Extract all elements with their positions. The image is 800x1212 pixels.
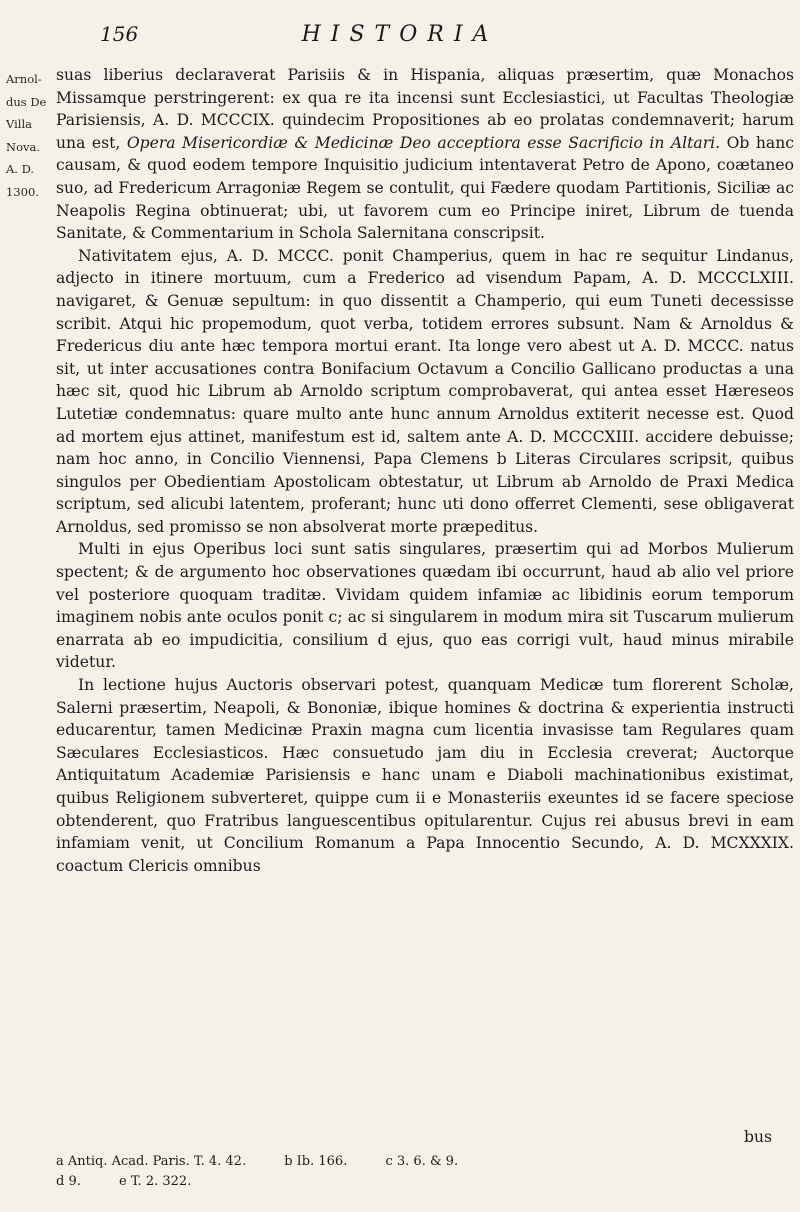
margin-note <box>6 68 52 203</box>
margin-line: Villa <box>6 117 32 131</box>
footnote: c 3. 6. & 9. <box>385 1154 459 1169</box>
margin-line: A. D. <box>6 162 35 176</box>
page-number: 156 <box>100 22 139 46</box>
footnote: a Antiq. Acad. Paris. T. 4. 42. <box>56 1154 247 1169</box>
margin-line: Nova. <box>6 139 40 154</box>
margin-line: 1300. <box>6 184 39 199</box>
margin-line: Arnol- <box>6 72 42 86</box>
paragraph: Nativitatem ejus, A. D. MCCC. ponit Champerius, quem in hac re sequitur Lindanus, adjecto in itinere mortuum, cum a Frederico ad visendum Papam, A. D. MCCCLXIII. navigaret, & Genuæ sepultum: in quo dissentit a Champerio, qui eum Tuneti decessisse scribit. Atqui hic propemodum, quot verba, totidem errores subsunt. Nam & Arnoldus & Fredericus diu ante hæc tempora mortui erant. Ita longe vero abest ut A. D. MCCC. natus sit, ut inter accusationes contra Bonifacium Octavum a Concilio Gallicano productas a una hæc sit, quod hic Librum ab Arnoldo scriptum comprobaverat, qui antea esset Hæreseos Lutetiæ condemnatus: quare multo ante hunc annum Arnoldus extiterit necesse est. Quod ad mortem ejus attinet, manifestum est id, saltem ante A. D. MCCCXIII. accidere debuisse; nam hoc anno, in Concilio Viennensi, Papa Clemens b Literas Circulares scripsit, quibus singulos per Obedientiam Apostolicam obtestatur, ut Librum ab Arnoldo de Praxi Medica scriptum, sed alicubi latentem, proferant; hunc uti dono offerret Clementi, sese obligaverat Arnoldus, sed promisso se non absolverat morte præpeditus. <box>56 246 794 536</box>
paragraph: Multi in ejus Operibus loci sunt satis singulares, præsertim qui ad Morbos Mulierum spectent; & de argumento hoc observationes quædam ibi occurrunt, haud ab alio vel priore vel posteriore quoquam traditæ. Vividam quidem infamiæ ac libidinis eorum temporum imaginem nobis ante oculos ponit c; ac si singularem in modum mira sit Tuscarum mulierum enarrata ab eo impudicitia, consilium d ejus, quo eas corrigi vult, haud minus mirabile videtur. <box>56 540 794 672</box>
body-text <box>56 64 794 877</box>
footnotes <box>56 1152 776 1192</box>
italic-phrase: Opera Misericordiæ & Medicinæ Deo acceptiora esse Sacrificio in Altari <box>126 133 716 152</box>
footnote: e T. 2. 322. <box>119 1174 192 1189</box>
catchword: bus <box>743 1128 772 1146</box>
paragraph-text: . Ob hanc causam, & quod eodem tempore Inquisitio judicium intentaverat Petro de Apono, coætaneo suo, ad Fredericum Arragoniæ Regem se contulit, qui Fædere quodam Partitionis, Siciliæ ac Neapolis Regina obtinuerat; ubi, ut favorem cum eo Principe iniret, Librum de tuenda Sanitate, & Commentarium in Schola Salernitana conscripsit. <box>56 133 794 243</box>
paragraph-text: suas liberius declaraverat Parisiis & in Hispania, aliquas præsertim, quæ Monachos Missamque perstringerent: ex qua re ita incensi sunt Ecclesiastici, ut Facultas Theologiæ Parisiensis, A. D. MCCCIX. quindecim Propositiones ab eo prolatas condemnaverit; harum una est, <box>56 66 794 152</box>
paragraph <box>56 64 794 245</box>
running-title: HISTORIA <box>301 22 499 47</box>
paragraph: In lectione hujus Auctoris observari potest, quanquam Medicæ tum florerent Scholæ, Salerni præsertim, Neapoli, & Bononiæ, ibique homines & doctrina & experientia instructi educarentur, tamen Medicinæ Praxin magna cum licentia invasisse tam Regulares quam Sæculares Ecclesiasticos. Hæc consuetudo jam diu in Ecclesia creverat; Auctorque Antiquitatum Academiæ Parisiensis e hanc unam e Diaboli machinationibus existimat, quibus Religionem subverteret, quippe cum ii e Monasteriis exeuntes id se facere speciose obtenderent, quo Fratribus languescentibus opitularentur. Cujus rei abusus brevi in eam infamiam venit, ut Concilium Romanum a Papa Innocentio Secundo, A. D. MCXXXIX. coactum Clericis omnibus <box>56 676 794 875</box>
page-header <box>0 22 800 58</box>
footnote: b Ib. 166. <box>284 1154 348 1169</box>
footnote: d 9. <box>56 1174 81 1189</box>
margin-line: dus De <box>6 94 47 109</box>
